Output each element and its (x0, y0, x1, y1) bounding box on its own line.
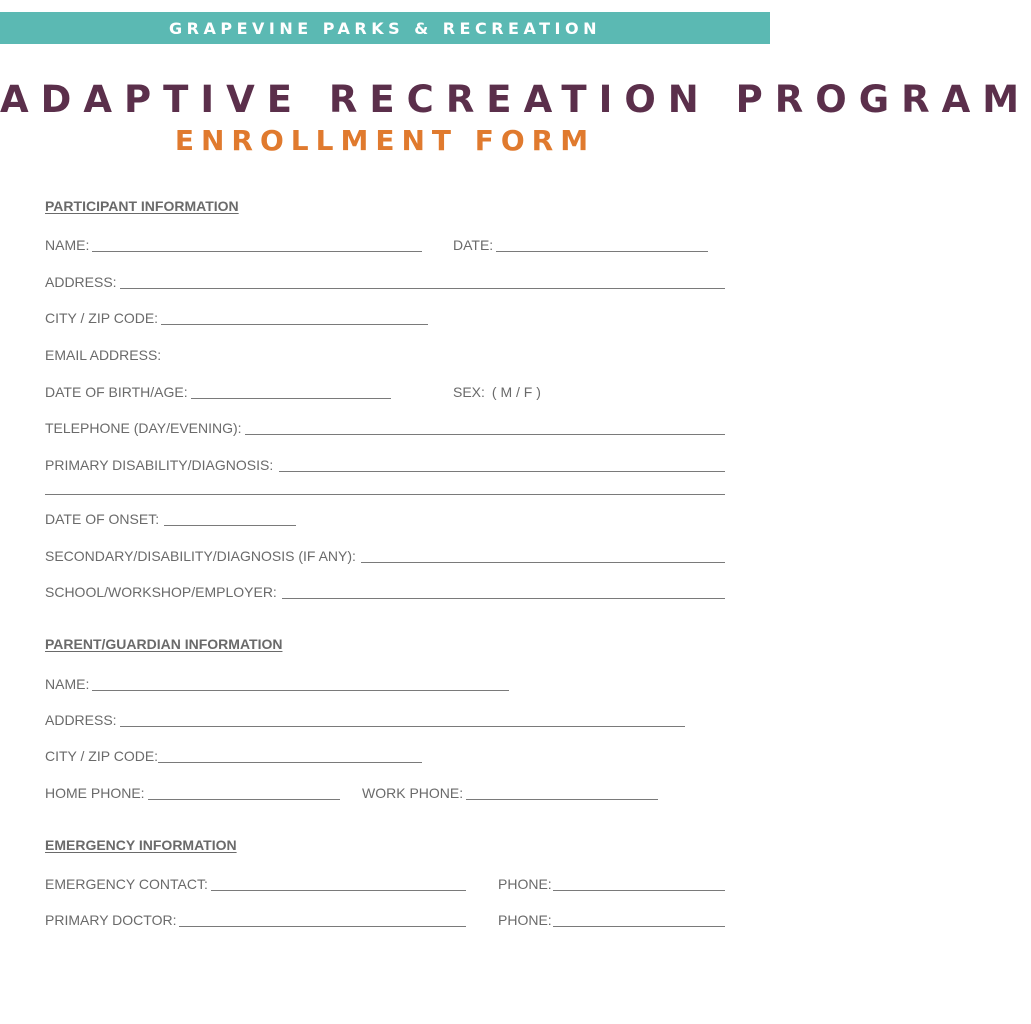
guardian-address-field[interactable] (45, 708, 685, 728)
emergency-contact-line[interactable] (211, 877, 466, 891)
participant-email-field[interactable] (45, 343, 725, 363)
guardian-name-label: NAME: (45, 676, 90, 692)
participant-school-line[interactable] (282, 585, 725, 599)
participant-name-field[interactable] (45, 233, 422, 253)
participant-onset-field[interactable] (45, 507, 296, 527)
participant-primary-disability-label: PRIMARY DISABILITY/DIAGNOSIS: (45, 457, 274, 473)
participant-primary-disability-line-2[interactable] (45, 494, 725, 495)
participant-onset-line[interactable] (164, 512, 296, 526)
primary-doctor-phone-field[interactable] (498, 908, 725, 928)
participant-heading: PARTICIPANT INFORMATION (45, 198, 239, 214)
guardian-name-line[interactable] (92, 677, 509, 691)
guardian-name-field[interactable] (45, 672, 509, 692)
primary-doctor-field[interactable] (45, 908, 466, 928)
participant-sex-options[interactable]: ( M / F ) (491, 384, 541, 400)
participant-date-field[interactable] (453, 233, 708, 253)
participant-secondary-disability-field[interactable] (45, 544, 725, 564)
guardian-city-zip-label: CITY / ZIP CODE: (45, 748, 159, 764)
emergency-contact-phone-field[interactable] (498, 872, 725, 892)
participant-name-line[interactable] (92, 238, 422, 252)
participant-secondary-disability-line[interactable] (361, 549, 725, 563)
guardian-address-label: ADDRESS: (45, 712, 117, 728)
emergency-contact-phone-line[interactable] (553, 877, 725, 891)
participant-date-label: DATE: (453, 237, 494, 253)
participant-telephone-label: TELEPHONE (DAY/EVENING): (45, 420, 242, 436)
participant-city-zip-label: CITY / ZIP CODE: (45, 310, 159, 326)
participant-name-label: NAME: (45, 237, 90, 253)
participant-secondary-disability-label: SECONDARY/DISABILITY/DIAGNOSIS (IF ANY): (45, 548, 356, 564)
guardian-work-phone-label: WORK PHONE: (362, 785, 464, 801)
participant-date-line[interactable] (496, 238, 708, 252)
form-subtitle: ENROLLMENT FORM (174, 124, 596, 157)
primary-doctor-line[interactable] (179, 913, 466, 927)
participant-school-label: SCHOOL/WORKSHOP/EMPLOYER: (45, 584, 277, 600)
guardian-work-phone-field[interactable] (362, 781, 658, 801)
emergency-contact-phone-label: PHONE: (498, 876, 552, 892)
guardian-address-line[interactable] (120, 713, 685, 727)
participant-primary-disability-field[interactable] (45, 453, 725, 473)
emergency-contact-field[interactable] (45, 872, 466, 892)
participant-sex-field[interactable] (453, 380, 593, 400)
participant-dob-field[interactable] (45, 380, 391, 400)
participant-dob-label: DATE OF BIRTH/AGE: (45, 384, 188, 400)
primary-doctor-label: PRIMARY DOCTOR: (45, 912, 177, 928)
participant-dob-line[interactable] (191, 385, 391, 399)
participant-school-field[interactable] (45, 580, 725, 600)
guardian-home-phone-line[interactable] (148, 786, 340, 800)
guardian-work-phone-line[interactable] (466, 786, 658, 800)
banner-text: GRAPEVINE PARKS & RECREATION (169, 18, 601, 38)
participant-sex-label: SEX: (453, 384, 485, 400)
participant-city-zip-line[interactable] (161, 311, 428, 325)
participant-address-line[interactable] (120, 275, 725, 289)
participant-telephone-line[interactable] (245, 421, 725, 435)
header-banner (0, 12, 770, 44)
guardian-city-zip-field[interactable] (45, 744, 422, 764)
primary-doctor-phone-line[interactable] (553, 913, 725, 927)
participant-onset-label: DATE OF ONSET: (45, 511, 160, 527)
participant-telephone-field[interactable] (45, 416, 725, 436)
participant-primary-disability-line[interactable] (279, 458, 725, 472)
guardian-home-phone-field[interactable] (45, 781, 340, 801)
primary-doctor-phone-label: PHONE: (498, 912, 552, 928)
participant-city-zip-field[interactable] (45, 306, 428, 326)
guardian-city-zip-line[interactable] (158, 749, 422, 763)
guardian-heading: PARENT/GUARDIAN INFORMATION (45, 636, 283, 652)
form-title: ADAPTIVE RECREATION PROGRAM (0, 78, 1031, 121)
participant-address-field[interactable] (45, 270, 725, 290)
emergency-contact-label: EMERGENCY CONTACT: (45, 876, 208, 892)
participant-address-label: ADDRESS: (45, 274, 117, 290)
participant-email-label: EMAIL ADDRESS: (45, 347, 162, 363)
guardian-home-phone-label: HOME PHONE: (45, 785, 145, 801)
emergency-heading: EMERGENCY INFORMATION (45, 837, 237, 853)
